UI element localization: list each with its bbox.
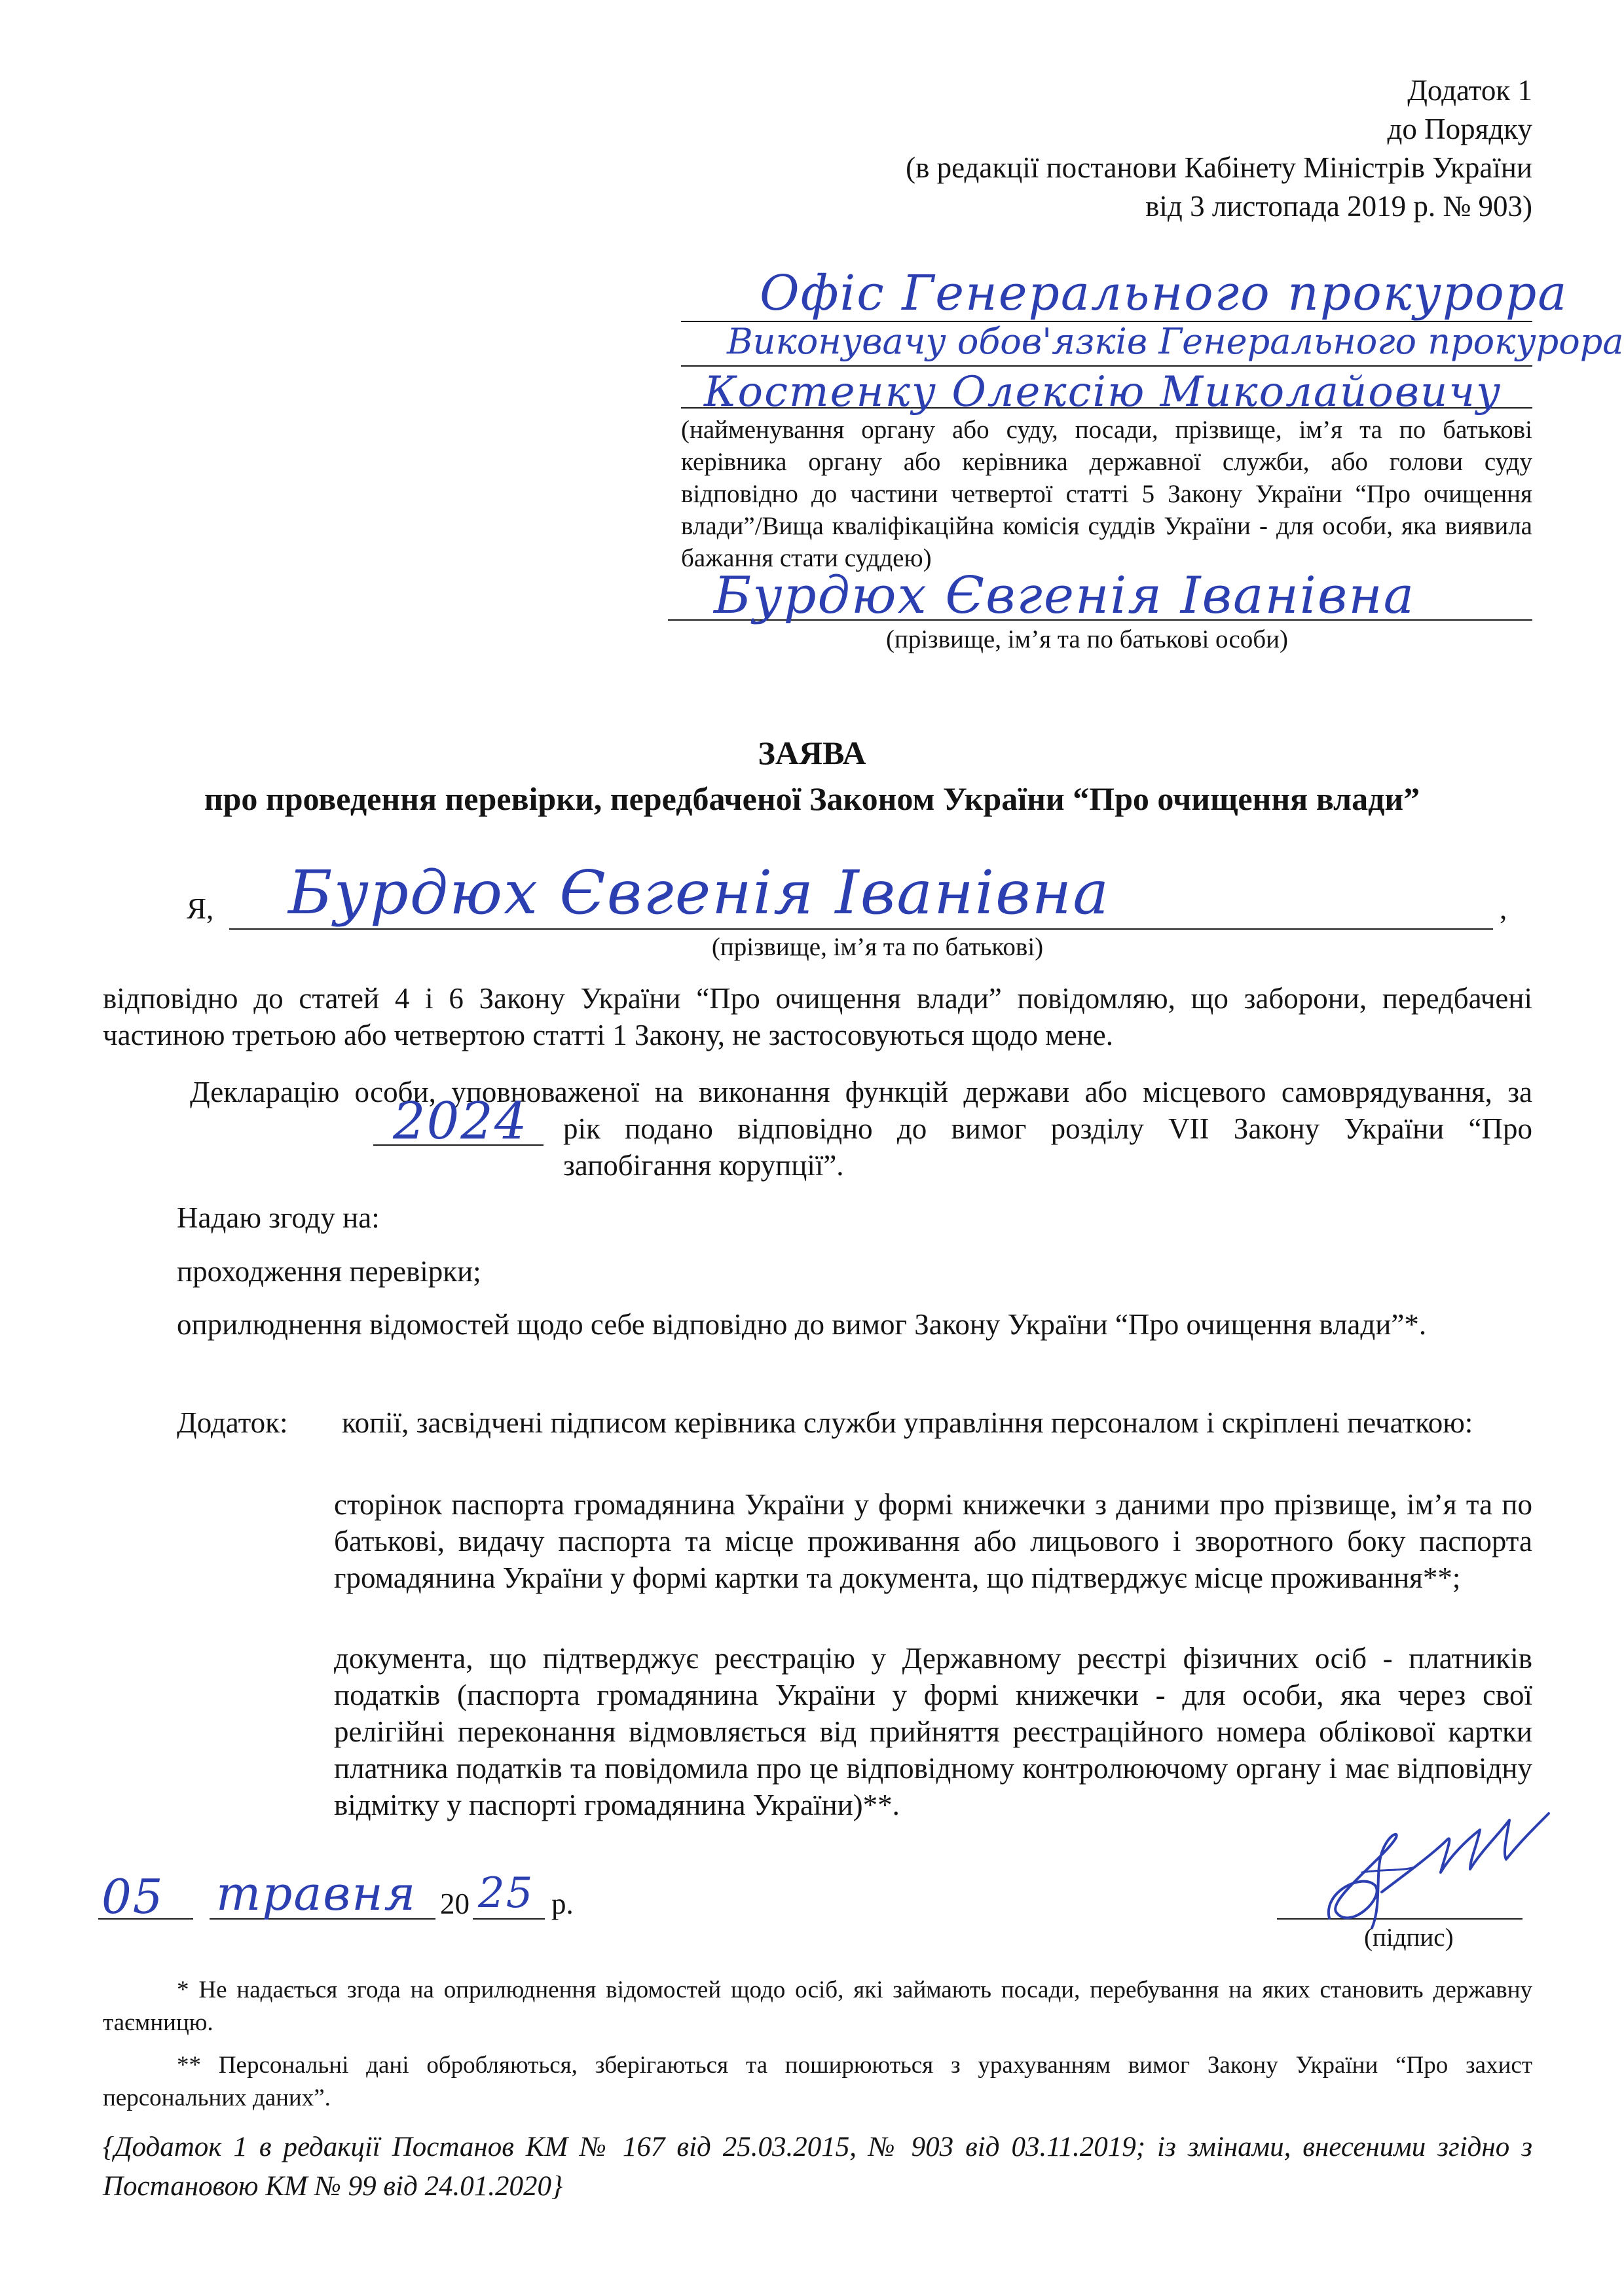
consent-item-2: оприлюднення відомостей щодо себе відповідно до вимог Закону України “Про очищення влади”*. <box>177 1308 1427 1341</box>
statement-prefix: Я, <box>187 892 214 925</box>
addressee-handwriting-3: Костенку Олексію Миколайовичу <box>704 368 1502 416</box>
addressee-handwriting-2: Виконувачу обов'язків Генерального прокурора <box>727 321 1624 362</box>
footnote-1: * Не надається згода на оприлюднення відомостей щодо осіб, які займають посади, перебування на яких становить державну таємницю. <box>103 1977 1532 2036</box>
statement-paragraph-2a: Декларацію особи, уповноваженої на виконання функцій держави або місцевого самоврядування, за <box>190 1076 1532 1108</box>
statement-name-caption: (прізвище, ім’я та по батькові) <box>711 933 1044 961</box>
header-line-3: (в редакції постанови Кабінету Міністрів України <box>906 151 1532 184</box>
attachment-label: Додаток: <box>177 1406 288 1439</box>
applicant-handwriting: Бурдюх Євгенія Іванівна <box>714 566 1416 625</box>
year-handwriting: 2024 <box>393 1092 528 1151</box>
addressee-handwriting-1: Офіс Генерального прокурора <box>760 265 1568 321</box>
document-title: ЗАЯВА <box>758 735 866 771</box>
sign-year-handwriting: 25 <box>478 1869 534 1918</box>
footnote-2: ** Персональні дані обробляються, зберігаються та поширюються з урахуванням вимог Закону України “Про захист персональних даних”. <box>103 2052 1532 2111</box>
sign-year-line <box>473 1918 545 1920</box>
header-line-1: Додаток 1 <box>1407 74 1532 107</box>
statement-paragraph-1: відповідно до статей 4 і 6 Закону України “Про очищення влади” повідомляю, що заборони, передбачені частиною третьою або четвертою статті 1 Закону, не застосовуються щодо мене. <box>103 982 1532 1051</box>
amendment-note: {Додаток 1 в редакції Постанов КМ № 167 від 25.03.2015, № 903 від 03.11.2019; із змінами, внесеними згідно з Постановою КМ № 99 від 24.01.2020} <box>103 2132 1532 2202</box>
header-line-2: до Порядку <box>1387 113 1532 145</box>
attachment-item-2: сторінок паспорта громадянина України у формі книжечки з даними про прізвище, ім’я та по батькові, видачу паспорта та місце проживання або лицьового і зворотного боку паспорта громадянина України у формі картки та документа, що підтверджує місце проживання**; <box>334 1488 1532 1594</box>
applicant-caption: (прізвище, ім’я та по батькові особи) <box>885 625 1289 653</box>
day-handwriting: 05 <box>101 1869 164 1924</box>
header-line-4: від 3 листопада 2019 р. № 903) <box>1145 190 1532 223</box>
addressee-line-2 <box>681 365 1532 367</box>
month-handwriting: травня <box>216 1866 417 1921</box>
addressee-caption: (найменування органу або суду, посади, прізвище, ім’я та по батькові керівника органу або керівника державної служби, або голови суду відповідно до частини четвертої статті 5 Закону України “Про очищення влади”/Вища кваліфікаційна комісія суддів України - для особи, яка виявила бажання стати суддею) <box>681 416 1532 572</box>
statement-name-handwriting: Бурдюх Євгенія Іванівна <box>288 858 1111 928</box>
year-suffix: р. <box>551 1887 574 1920</box>
consent-heading: Надаю згоду на: <box>177 1201 380 1234</box>
consent-item-1: проходження перевірки; <box>177 1255 481 1288</box>
year-prefix: 20 <box>440 1887 470 1920</box>
statement-paragraph-2b: рік подано відповідно до вимог розділу VII Закону України “Про запобігання корупції”. <box>563 1112 1532 1182</box>
attachment-item-1: копії, засвідчені підписом керівника служби управління персоналом і скріплені печаткою: <box>342 1406 1473 1439</box>
attachment-item-3: документа, що підтверджує реєстрацію у Державному реєстрі фізичних осіб - платників податків (паспорта громадянина України у формі книжечки - для особи, яка через свої релігійні переконання відмовляється від прийняття реєстраційного номера облікової картки платника податків та повідомила про це відповідному контролюючому органу і має відповідну відмітку у паспорті громадянина України)**. <box>334 1642 1532 1821</box>
signature-caption: (підпис) <box>1364 1923 1454 1952</box>
statement-name-line <box>229 928 1493 930</box>
document-subtitle: про проведення перевірки, передбаченої Законом України “Про очищення влади” <box>204 780 1420 817</box>
statement-comma: , <box>1500 892 1507 925</box>
